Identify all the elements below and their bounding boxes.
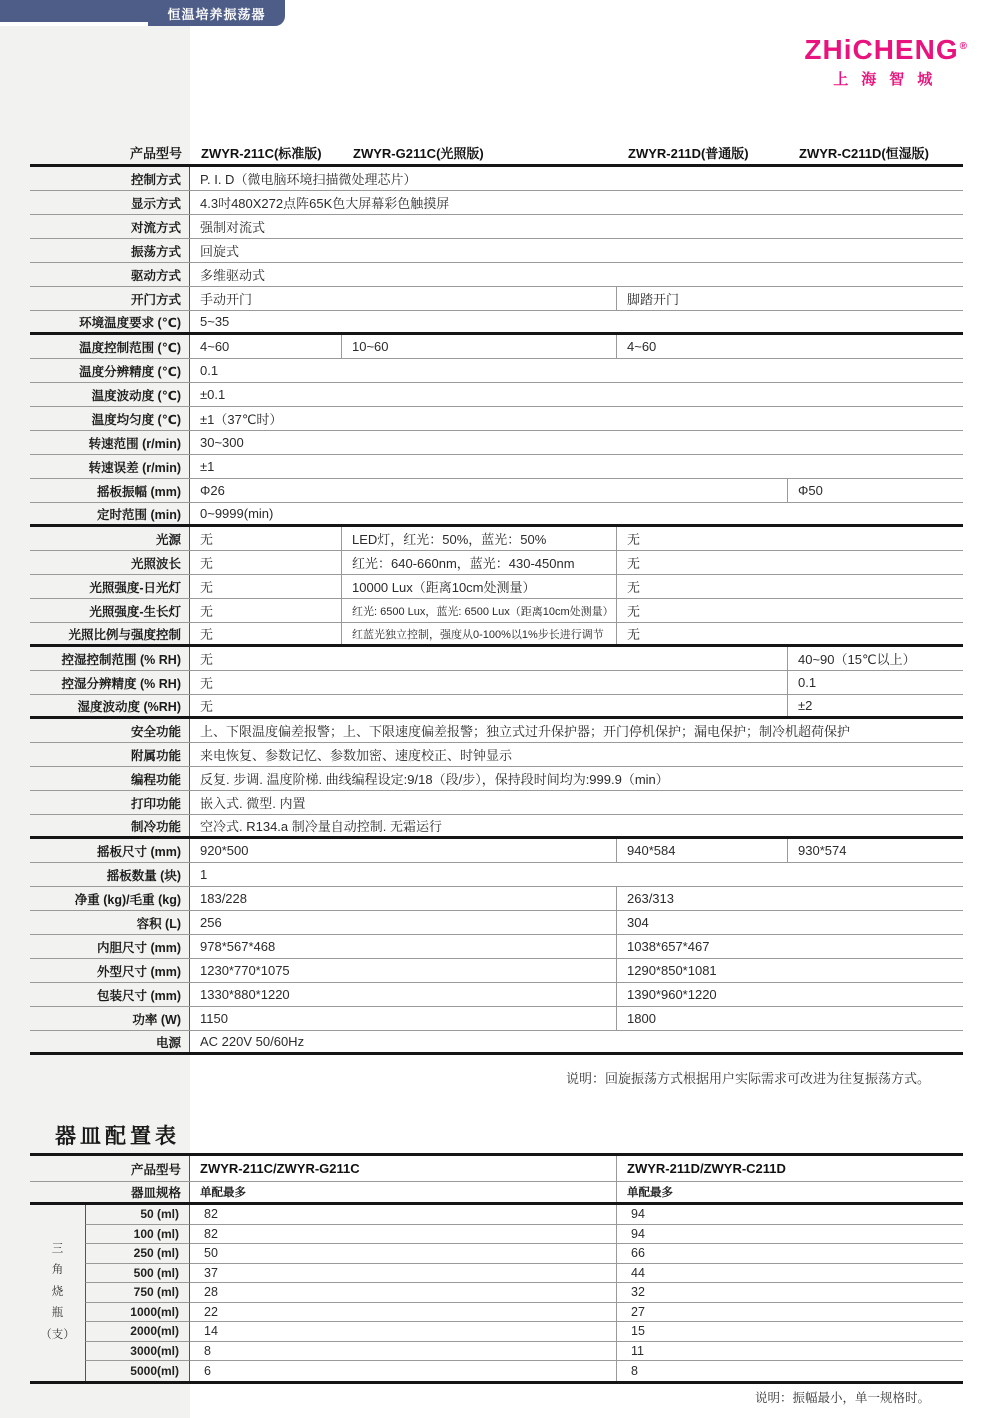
- spec-row-label: 温度分辨精度 (℃): [30, 359, 190, 382]
- spec-cell: 40~90（15℃以上）: [798, 652, 916, 667]
- spec-row-label: 容积 (L): [30, 911, 190, 934]
- spec-cell: 1290*850*1081: [627, 963, 717, 978]
- vessel-count: 14: [190, 1322, 617, 1342]
- vessel-subheader-row: [30, 1182, 963, 1205]
- vessel-count: 8: [190, 1342, 617, 1362]
- spec-header-label: 产品型号: [129, 145, 182, 161]
- spec-row: [30, 383, 963, 407]
- spec-row: [30, 623, 963, 647]
- spec-row-label: 外型尺寸 (mm): [30, 959, 190, 982]
- spec-cell: 978*567*468: [190, 935, 617, 958]
- spec-cell: Φ26: [190, 479, 788, 502]
- spec-row: [30, 791, 963, 815]
- spec-row-label: 控制方式: [30, 167, 190, 190]
- spec-cell: 30~300: [200, 435, 244, 450]
- spec-row-label: 转速误差 (r/min): [30, 455, 190, 478]
- spec-row: [30, 983, 963, 1007]
- vessel-count: 82: [190, 1205, 617, 1225]
- spec-row: [30, 551, 963, 575]
- flask-size-label: 500 (ml): [85, 1264, 190, 1284]
- spec-row-label: 温度控制范围 (℃): [30, 335, 190, 358]
- spec-cell: 930*574: [798, 843, 847, 858]
- spec-cell: 无: [190, 671, 788, 694]
- spec-row: [30, 479, 963, 503]
- flask-group-label-char: 三: [51, 1242, 64, 1255]
- spec-row: [30, 911, 963, 935]
- spec-cell: 无: [627, 627, 641, 642]
- spec-row-label: 功率 (W): [30, 1007, 190, 1030]
- spec-row-label: 净重 (kg)/毛重 (kg): [30, 887, 190, 910]
- spec-row-label: 光照强度-生长灯: [30, 599, 190, 622]
- spec-cell: 嵌入式. 微型. 内置: [200, 796, 306, 811]
- spec-header-model: ZWYR-G211C(光照版): [353, 145, 484, 161]
- spec-row: [30, 671, 963, 695]
- spec-row: [30, 239, 963, 263]
- vessel-row: [30, 1322, 963, 1342]
- spec-row-label: 制冷功能: [30, 815, 190, 836]
- vessel-table: [30, 1153, 963, 1384]
- spec-row-label: 环境温度要求 (℃): [30, 311, 190, 332]
- spec-cell: Φ50: [798, 483, 823, 498]
- vessel-count: 94: [617, 1205, 963, 1225]
- spec-row: [30, 767, 963, 791]
- spec-cell: 无: [627, 532, 641, 547]
- spec-cell: 0~9999(min): [200, 506, 274, 521]
- flask-size-label: 50 (ml): [85, 1205, 190, 1225]
- spec-row-label: 摇板振幅 (mm): [30, 479, 190, 502]
- spec-cell: LED灯，红光：50%，蓝光：50%: [342, 527, 617, 550]
- spec-cell: 1800: [627, 1011, 656, 1026]
- spec-cell: 多维驱动式: [200, 268, 266, 283]
- spec-cell: 红光: 6500 Lux，蓝光: 6500 Lux（距离10cm处测量）: [342, 599, 617, 622]
- spec-header-model: ZWYR-211D(普通版): [628, 145, 749, 161]
- vessel-count: 66: [617, 1244, 963, 1264]
- vessel-header-row: [30, 1156, 963, 1182]
- spec-row-label: 转速范围 (r/min): [30, 431, 190, 454]
- spec-header-row: [30, 140, 963, 167]
- spec-row-label: 定时范围 (min): [30, 503, 190, 524]
- vessel-count: 22: [190, 1303, 617, 1323]
- spec-cell: P. I. D（微电脑环境扫描微处理芯片）: [200, 172, 417, 187]
- spec-cell: 940*584: [617, 839, 788, 862]
- spec-cell: 脚踏开门: [627, 292, 680, 307]
- spec-cell: 183/228: [190, 887, 617, 910]
- spec-row-label: 控湿控制范围 (% RH): [30, 647, 190, 670]
- brand-name: ZHiCHENG: [804, 34, 959, 65]
- spec-cell: 无: [190, 623, 342, 644]
- spec-row: [30, 263, 963, 287]
- spec-row-label: 光照比例与强度控制: [30, 623, 190, 644]
- flask-group-label-char: 瓶: [51, 1307, 64, 1320]
- brand-logo-chinese: 上海智城: [833, 71, 946, 88]
- spec-cell: 无: [190, 551, 342, 574]
- spec-cell: 无: [627, 580, 641, 595]
- vessel-row: [30, 1342, 963, 1362]
- vessel-table-note: 说明：振幅最小，单一规格时。: [754, 1391, 930, 1405]
- vessel-count: 32: [617, 1283, 963, 1303]
- spec-cell: 1330*880*1220: [190, 983, 617, 1006]
- spec-cell: 5~35: [200, 314, 230, 329]
- spec-cell: ±2: [798, 698, 813, 713]
- spec-row: [30, 887, 963, 911]
- vessel-count: 6: [190, 1361, 617, 1381]
- flask-group-label-char: 角: [51, 1264, 64, 1277]
- flask-group-label-char: （支）: [40, 1328, 75, 1341]
- vessel-count: 37: [190, 1264, 617, 1284]
- vessel-row: [30, 1264, 963, 1284]
- vessel-table-title: 器皿配置表: [55, 1125, 180, 1148]
- vessel-header-model: ZWYR-211C/ZWYR-G211C: [190, 1156, 617, 1181]
- spec-row-label: 温度波动度 (℃): [30, 383, 190, 406]
- flask-size-label: 3000(ml): [85, 1342, 190, 1362]
- spec-row-label: 摇板尺寸 (mm): [30, 839, 190, 862]
- spec-cell: 无: [190, 599, 342, 622]
- spec-row-label: 打印功能: [30, 791, 190, 814]
- spec-cell: 无: [190, 527, 342, 550]
- spec-row: [30, 167, 963, 191]
- spec-row: [30, 575, 963, 599]
- flask-group-label: [30, 1205, 85, 1380]
- spec-cell: 红光：640-660nm，蓝光：430-450nm: [342, 551, 617, 574]
- spec-cell: 无: [627, 604, 641, 619]
- spec-table: [30, 140, 963, 1055]
- spec-row: [30, 527, 963, 551]
- vessel-row: [30, 1244, 963, 1264]
- vessel-count: 15: [617, 1322, 963, 1342]
- spec-row: [30, 215, 963, 239]
- spec-cell: AC 220V 50/60Hz: [200, 1034, 305, 1049]
- spec-cell: 4~60: [627, 339, 657, 354]
- spec-row-label: 摇板数量 (块): [30, 863, 190, 886]
- spec-row: [30, 407, 963, 431]
- spec-cell: ±0.1: [200, 387, 226, 402]
- spec-cell: 1230*770*1075: [190, 959, 617, 982]
- spec-row: [30, 1031, 963, 1055]
- spec-row: [30, 335, 963, 359]
- spec-row-label: 包装尺寸 (mm): [30, 983, 190, 1006]
- spec-cell: ±1: [200, 459, 215, 474]
- spec-cell: 304: [627, 915, 649, 930]
- spec-row-label: 光照强度-日光灯: [30, 575, 190, 598]
- spec-row: [30, 287, 963, 311]
- vessel-count: 27: [617, 1303, 963, 1323]
- vessel-count: 44: [617, 1264, 963, 1284]
- vessel-count: 94: [617, 1225, 963, 1245]
- spec-row: [30, 863, 963, 887]
- spec-cell: 上、下限温度偏差报警；上、下限速度偏差报警；独立式过升保护器；开门停机保护；漏电保护；制冷机超荷保护: [200, 724, 851, 739]
- spec-cell: ±1（37℃时）: [200, 412, 283, 427]
- spec-row-label: 内胆尺寸 (mm): [30, 935, 190, 958]
- registered-mark: ®: [959, 40, 968, 52]
- category-tab: [148, 0, 285, 26]
- vessel-count: 8: [631, 1363, 638, 1378]
- vessel-row: [30, 1303, 963, 1323]
- spec-cell: 1: [200, 867, 208, 882]
- spec-row-label: 附属功能: [30, 743, 190, 766]
- vessel-row: [30, 1361, 963, 1381]
- spec-cell: 10~60: [342, 335, 617, 358]
- spec-cell: 无: [190, 575, 342, 598]
- spec-row: [30, 743, 963, 767]
- spec-cell: 10000 Lux（距离10cm处测量）: [342, 575, 617, 598]
- spec-header-model: ZWYR-211C(标准版): [201, 145, 322, 161]
- spec-cell: 反复. 步调. 温度阶梯. 曲线编程设定:9/18（段/步），保持段时间均为:999.9（min）: [200, 772, 669, 787]
- vessel-row: [30, 1283, 963, 1303]
- vessel-count: 28: [190, 1283, 617, 1303]
- spec-row: [30, 1007, 963, 1031]
- spec-row: [30, 311, 963, 335]
- flask-size-label: 2000(ml): [85, 1322, 190, 1342]
- spec-cell: 来电恢复、参数记忆、参数加密、速度校正、时钟显示: [200, 748, 513, 763]
- flask-size-label: 750 (ml): [85, 1283, 190, 1303]
- vessel-count: 50: [190, 1244, 617, 1264]
- spec-row-label: 驱动方式: [30, 263, 190, 286]
- spec-cell: 红蓝光独立控制，强度从0-100%以1%步长进行调节: [342, 623, 617, 644]
- spec-row-label: 编程功能: [30, 767, 190, 790]
- flask-size-label: 1000(ml): [85, 1303, 190, 1323]
- vessel-spec-col: 单配最多: [627, 1187, 673, 1199]
- spec-cell: 回旋式: [200, 244, 240, 259]
- brand-logo-latin: [804, 36, 968, 64]
- spec-row: [30, 935, 963, 959]
- spec-header-model: ZWYR-C211D(恒湿版): [799, 145, 930, 161]
- spec-row: [30, 503, 963, 527]
- spec-row: [30, 719, 963, 743]
- vessel-count: 82: [190, 1225, 617, 1245]
- spec-row-label: 湿度波动度 (%RH): [30, 695, 190, 716]
- category-tab-label: 恒温培养振荡器: [167, 6, 266, 22]
- spec-cell: 空冷式. R134.a 制冷量自动控制. 无霜运行: [200, 819, 442, 834]
- spec-row-label: 光源: [30, 527, 190, 550]
- spec-row: [30, 815, 963, 839]
- spec-row-label: 温度均匀度 (℃): [30, 407, 190, 430]
- spec-row-label: 振荡方式: [30, 239, 190, 262]
- vessel-count: 11: [617, 1342, 963, 1362]
- spec-row: [30, 431, 963, 455]
- vessel-row: [30, 1225, 963, 1245]
- spec-cell: 无: [190, 695, 788, 716]
- spec-row: [30, 455, 963, 479]
- flask-size-label: 5000(ml): [85, 1361, 190, 1381]
- spec-row-label: 电源: [30, 1031, 190, 1052]
- vessel-spec-col: 单配最多: [190, 1182, 617, 1202]
- spec-row-label: 对流方式: [30, 215, 190, 238]
- spec-row-label: 开门方式: [30, 287, 190, 310]
- spec-row: [30, 839, 963, 863]
- spec-table-note: 说明：回旋振荡方式根据用户实际需求可改进为往复振荡方式。: [565, 1071, 930, 1086]
- flask-size-label: 100 (ml): [85, 1225, 190, 1245]
- spec-cell: 手动开门: [190, 287, 617, 310]
- spec-row: [30, 695, 963, 719]
- spec-cell: 4.3吋480X272点阵65K色大屏幕彩色触摸屏: [200, 196, 450, 211]
- brand-logo: [804, 36, 968, 89]
- spec-row: [30, 191, 963, 215]
- spec-row: [30, 959, 963, 983]
- spec-cell: 无: [190, 647, 788, 670]
- vessel-header-model: ZWYR-211D/ZWYR-C211D: [627, 1161, 786, 1176]
- spec-row: [30, 599, 963, 623]
- spec-cell: 1150: [190, 1007, 617, 1030]
- vessel-spec-label: 器皿规格: [30, 1182, 190, 1202]
- spec-cell: 920*500: [190, 839, 617, 862]
- spec-cell: 无: [627, 556, 641, 571]
- spec-row-label: 显示方式: [30, 191, 190, 214]
- spec-row: [30, 647, 963, 671]
- spec-row-label: 光照波长: [30, 551, 190, 574]
- spec-row: [30, 359, 963, 383]
- spec-cell: 0.1: [200, 363, 219, 378]
- vessel-header-label: 产品型号: [30, 1156, 190, 1181]
- spec-cell: 4~60: [190, 335, 342, 358]
- spec-cell: 1038*657*467: [627, 939, 710, 954]
- spec-cell: 1390*960*1220: [627, 987, 717, 1002]
- vessel-row: [30, 1205, 963, 1225]
- spec-cell: 0.1: [798, 675, 817, 690]
- spec-row-label: 安全功能: [30, 719, 190, 742]
- spec-row-label: 控湿分辨精度 (% RH): [30, 671, 190, 694]
- flask-group-label-char: 烧: [51, 1285, 64, 1298]
- spec-cell: 263/313: [627, 891, 674, 906]
- spec-cell: 强制对流式: [200, 220, 266, 235]
- flask-size-label: 250 (ml): [85, 1244, 190, 1264]
- spec-cell: 256: [190, 911, 617, 934]
